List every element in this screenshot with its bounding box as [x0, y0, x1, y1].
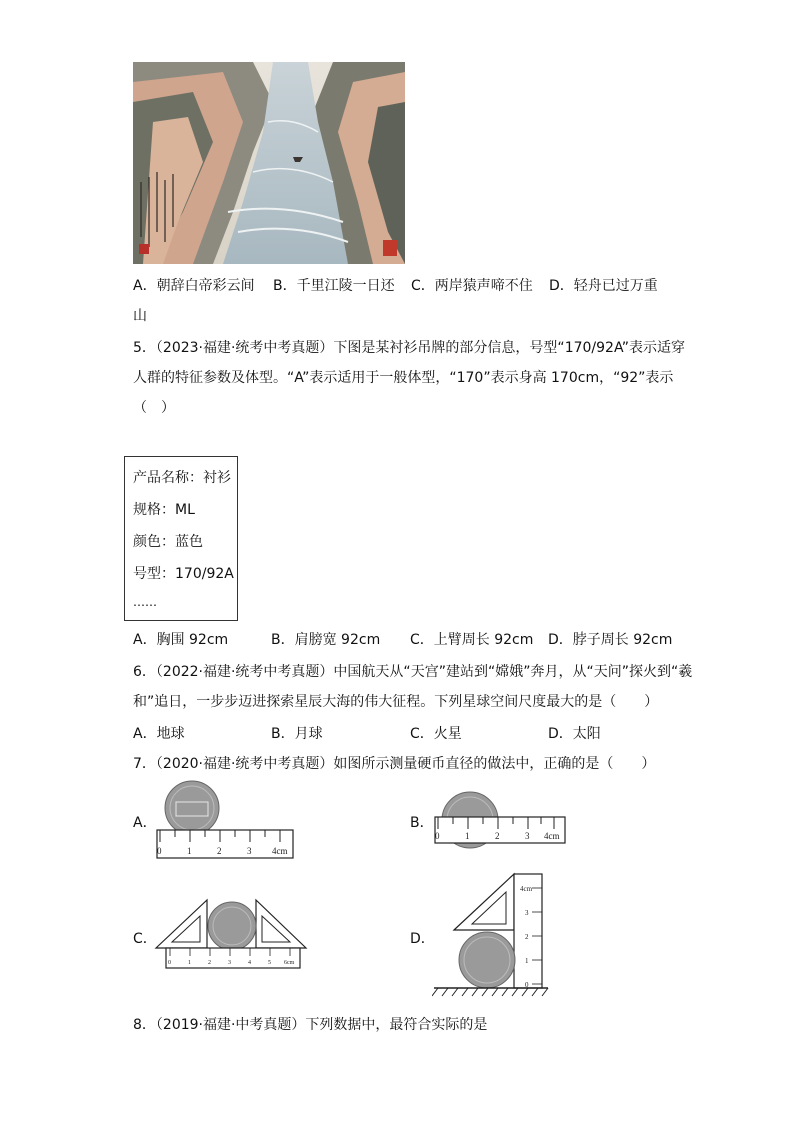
tag-color: 颜色：蓝色: [133, 534, 203, 550]
q5-option-d: D．脖子周长 92cm: [548, 632, 673, 648]
q6-option-c: C．火星: [410, 726, 462, 742]
q7-label-a: A．: [133, 815, 157, 831]
q4-option-c: C．两岸猿声啼不住: [411, 278, 533, 294]
ruler-a-tick-4: 4cm: [272, 846, 288, 856]
q5-option-c: C．上臂周长 92cm: [410, 632, 534, 648]
ruler-d-tick-1: 1: [525, 957, 529, 965]
q4-option-d: D．轻舟已过万重: [549, 278, 658, 294]
ruler-b-tick-3: 3: [525, 831, 530, 841]
q5-stem-line3: （ ）: [133, 400, 175, 416]
ruler-c-tick-0: 0: [168, 960, 171, 966]
q4-option-d-wrap: 山: [133, 308, 147, 324]
q7-figure-c: [152, 896, 310, 972]
ruler-c-tick-5: 5: [268, 960, 271, 966]
q7-label-d: D．: [410, 931, 435, 947]
q5-stem-line1: 5．（2023·福建·统考中考真题）下图是某衬衫吊牌的部分信息，号型“170/92A”表示适穿: [133, 340, 686, 356]
ruler-c-tick-3: 3: [228, 960, 231, 966]
ruler-a-tick-3: 3: [247, 846, 252, 856]
q6-stem-line1: 6．（2022·福建·统考中考真题）中国航天从“天宫”建站到“嫦娥”奔月，从“天问”探火到“羲: [133, 664, 693, 680]
ruler-c-tick-1: 1: [188, 960, 191, 966]
q8-stem-line1: 8．（2019·福建·中考真题）下列数据中，最符合实际的是: [133, 1017, 488, 1033]
ruler-a-tick-2: 2: [217, 846, 222, 856]
q6-option-d: D．太阳: [548, 726, 601, 742]
ruler-d-tick-4: 4cm: [520, 885, 533, 893]
tag-more: ……: [133, 595, 157, 609]
tag-product-name: 产品名称：衬衫: [133, 470, 231, 486]
q7-label-c: C．: [133, 931, 157, 947]
ruler-b-tick-1: 1: [465, 831, 470, 841]
q6-option-a: A．地球: [133, 726, 185, 742]
q6-option-b: B．月球: [271, 726, 323, 742]
q4-option-a: A．朝辞白帝彩云间: [133, 278, 255, 294]
ruler-b-tick-0: 0: [435, 831, 440, 841]
q5-option-b: B．肩膀宽 92cm: [271, 632, 381, 648]
ruler-d-tick-0: 0: [525, 981, 529, 989]
ruler-a-tick-0: 0: [157, 846, 162, 856]
shirt-tag: [124, 456, 238, 621]
ruler-d-tick-2: 2: [525, 933, 529, 941]
ruler-b-tick-2: 2: [495, 831, 500, 841]
q5-option-a: A．胸围 92cm: [133, 632, 229, 648]
q7-label-b: B．: [410, 815, 434, 831]
ruler-c-tick-6: 6cm: [284, 960, 295, 966]
q7-stem-line1: 7．（2020·福建·统考中考真题）如图所示测量硬币直径的做法中，正确的是（ ）: [133, 756, 656, 772]
q4-option-b: B．千里江陵一日还: [273, 278, 395, 294]
landscape-painting: [133, 62, 405, 264]
tag-size: 号型：170/92A: [133, 566, 234, 582]
ruler-b-tick-4: 4cm: [544, 831, 560, 841]
q7-figure-b: [430, 786, 570, 856]
tag-spec: 规格：ML: [133, 502, 195, 518]
q7-figure-a: [152, 780, 298, 862]
q6-stem-line2: 和”追日，一步步迈进探索星辰大海的伟大征程。下列星球空间尺度最大的是（ ）: [133, 694, 659, 710]
ruler-c-tick-4: 4: [248, 960, 251, 966]
q7-figure-d: [432, 870, 550, 998]
q5-stem-line2: 人群的特征参数及体型。“A”表示适用于一般体型，“170”表示身高 170cm，“92”表示: [133, 370, 674, 386]
ruler-c-tick-2: 2: [208, 960, 211, 966]
ruler-d-tick-3: 3: [525, 909, 529, 917]
ruler-a-tick-1: 1: [187, 846, 192, 856]
